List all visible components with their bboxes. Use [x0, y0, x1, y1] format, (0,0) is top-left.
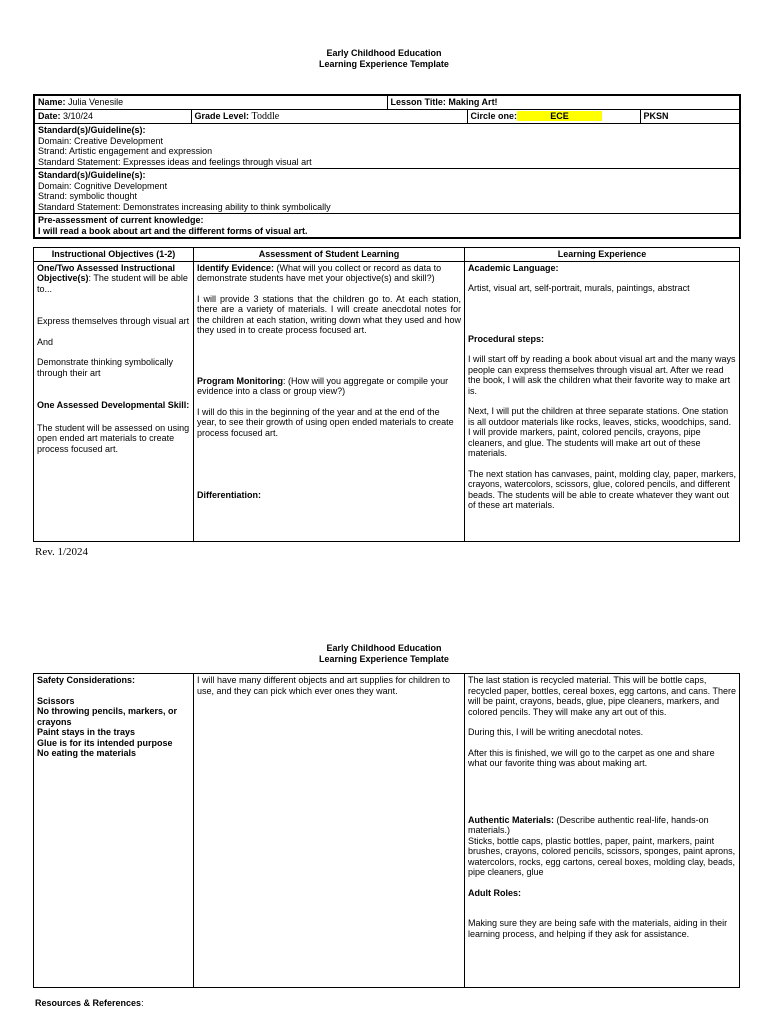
name-label: Name:	[38, 97, 66, 107]
monitoring-text: I will do this in the beginning of the year and at the end of the year, to see their growth of using open ended materials to create process focused art.	[197, 406, 454, 438]
authentic-materials-prompt: (Describe authentic real-life, hands-on materials.)	[468, 814, 709, 835]
skill-text: The student will be assessed on using open ended art materials to create process focused art.	[37, 422, 190, 454]
objective-and: And	[37, 336, 54, 347]
adult-roles-heading: Adult Roles:	[468, 887, 521, 898]
procedural-step-3: The next station has canvases, paint, molding clay, paper, markers, crayons, watercolors, scissors, glue, colored pencils, and different beads. The students will be able to create whatever they want out of these art materials.	[468, 468, 736, 510]
evidence-heading: Identify Evidence:	[197, 262, 275, 273]
circle-label: Circle one:	[470, 110, 518, 121]
objectives-intro: : The student will be able to...	[37, 273, 188, 294]
authentic-materials-heading: Authentic Materials:	[468, 814, 555, 825]
closing-text: After this is finished, we will go to the carpet as one and share what our favorite thing was about making art.	[468, 747, 715, 768]
lesson-title-value: Making Art!	[448, 97, 498, 107]
standards-1-domain: Domain: Creative Development	[38, 135, 164, 146]
circle-option-pksn: PKSN	[640, 109, 740, 124]
monitoring-prompt: : (How will you aggregate or compile your evidence into a class or group view?)	[197, 375, 449, 396]
anecdotal-notes-text: During this, I will be writing anecdotal notes.	[468, 727, 644, 737]
circle-cell	[467, 109, 640, 124]
date-cell	[34, 109, 191, 124]
evidence-prompt: (What will you collect or record as data to demonstrate students have met your objective(s) and skill?)	[197, 262, 442, 283]
page2-subtitle: Learning Experience Template	[319, 654, 449, 664]
standards-2-statement: Standard Statement: Demonstrates increasing ability to think symbolically	[38, 201, 331, 212]
lesson-title-cell	[387, 95, 740, 109]
experience-continued-cell	[465, 674, 740, 988]
grade-value: Toddle	[251, 110, 280, 122]
procedural-step-2: Next, I will put the children at three separate stations. One station is all outdoor materials like rocks, leaves, sticks, woodchips, sand. I will provide markers, paint, colored pencils, crayons, pipe cleaners, and glue. The students will make art out of these materials.	[468, 406, 732, 458]
safety-item: Paint stays in the trays	[37, 727, 136, 737]
academic-language-heading: Academic Language:	[468, 262, 559, 273]
date-label: Date:	[38, 110, 61, 121]
standards-1-strand: Strand: Artistic engagement and expression	[38, 146, 213, 156]
page2-title: Early Childhood Education	[326, 643, 442, 653]
last-station-text: The last station is recycled material. This will be bottle caps, recycled paper, bottles, cereal boxes, egg cartons, and cans. There will be paint, crayons, beads, glue, pipe cleaners, markers, and colored pencils. They will make any art out of this.	[468, 675, 736, 717]
standards-2-heading: Standard(s)/Guideline(s):	[38, 170, 146, 180]
procedural-steps-heading: Procedural steps:	[468, 333, 545, 344]
standards-1-statement: Standard Statement: Expresses ideas and feelings through visual art	[38, 156, 312, 167]
page1-title: Early Childhood Education	[326, 48, 442, 58]
pre-assessment	[34, 214, 740, 239]
materials-choice-text: I will have many different objects and art supplies for children to use, and they can pick which ever ones they want.	[197, 675, 450, 696]
grade-cell	[191, 109, 467, 124]
authentic-materials-text: Sticks, bottle caps, plastic bottles, paper, paint, markers, paint brushes, crayons, colored pencils, scissors, sponges, paint aprons, watercolors, rocks, egg cartons, cereal boxes, molding clay, beads, pipe cleaners, glue	[468, 835, 736, 877]
objective-1: Express themselves through visual art	[37, 316, 190, 326]
academic-language-text: Artist, visual art, self-portrait, murals, paintings, abstract	[468, 283, 690, 293]
differentiation-heading: Differentiation:	[197, 490, 261, 500]
header-table	[33, 94, 741, 239]
resources-references: Resources & References:	[35, 998, 144, 1008]
circle-option-ece: ECE	[517, 111, 602, 122]
name-cell	[34, 95, 387, 109]
adult-roles-text: Making sure they are being safe with the materials, aiding in their learning process, and helping if they ask for assistance.	[468, 918, 728, 939]
lesson-title-label: Lesson Title:	[390, 97, 446, 107]
safety-heading: Safety Considerations:	[37, 675, 136, 685]
safety-item: Glue is for its intended purpose	[37, 737, 173, 748]
procedural-step-1: I will start off by reading a book about visual art and the many ways people can express themselves through visual art. After we read the book, I will ask the children what their favorite way to make art is.	[468, 354, 736, 396]
skill-heading: One Assessed Developmental Skill:	[37, 400, 190, 410]
safety-item: No eating the materials	[37, 748, 137, 758]
safety-item: No throwing pencils, markers, or crayons	[37, 706, 178, 727]
objective-2: Demonstrate thinking symbolically through their art	[37, 357, 174, 378]
continuation-table	[33, 673, 740, 988]
revision-note: Rev. 1/2024	[35, 546, 89, 558]
col-assessment-header: Assessment of Student Learning	[194, 248, 465, 262]
standards-2	[34, 169, 740, 214]
materials-choice-cell	[194, 674, 465, 988]
standards-1-heading: Standard(s)/Guideline(s):	[38, 125, 146, 135]
plan-table	[33, 247, 740, 542]
name-value: Julia Venesile	[68, 97, 124, 107]
standards-2-strand: Strand: symbolic thought	[38, 191, 138, 201]
standards-1	[34, 124, 740, 169]
monitoring-heading: Program Monitoring	[197, 375, 283, 386]
safety-item: Scissors	[37, 695, 75, 706]
pre-assessment-text: I will read a book about art and the different forms of visual art.	[38, 225, 308, 236]
grade-label: Grade Level:	[194, 110, 250, 121]
evidence-text: I will provide 3 stations that the children go to. At each station, there are a variety of materials. I will create anecdotal notes for the children at each station, writing down what they used and how they used in to create process focused art.	[197, 293, 461, 335]
page1-subtitle: Learning Experience Template	[319, 59, 449, 69]
objectives-cell	[34, 261, 194, 541]
pre-assessment-heading: Pre-assessment of current knowledge:	[38, 215, 204, 225]
col-experience-header: Learning Experience	[465, 248, 740, 262]
experience-cell	[465, 261, 740, 541]
objectives-heading: One/Two Assessed Instructional Objective(s)	[37, 262, 176, 283]
assessment-cell	[194, 261, 465, 541]
col-objectives-header: Instructional Objectives (1-2)	[34, 248, 194, 262]
safety-cell	[34, 674, 194, 988]
standards-2-domain: Domain: Cognitive Development	[38, 180, 168, 191]
date-value: 3/10/24	[63, 110, 94, 121]
